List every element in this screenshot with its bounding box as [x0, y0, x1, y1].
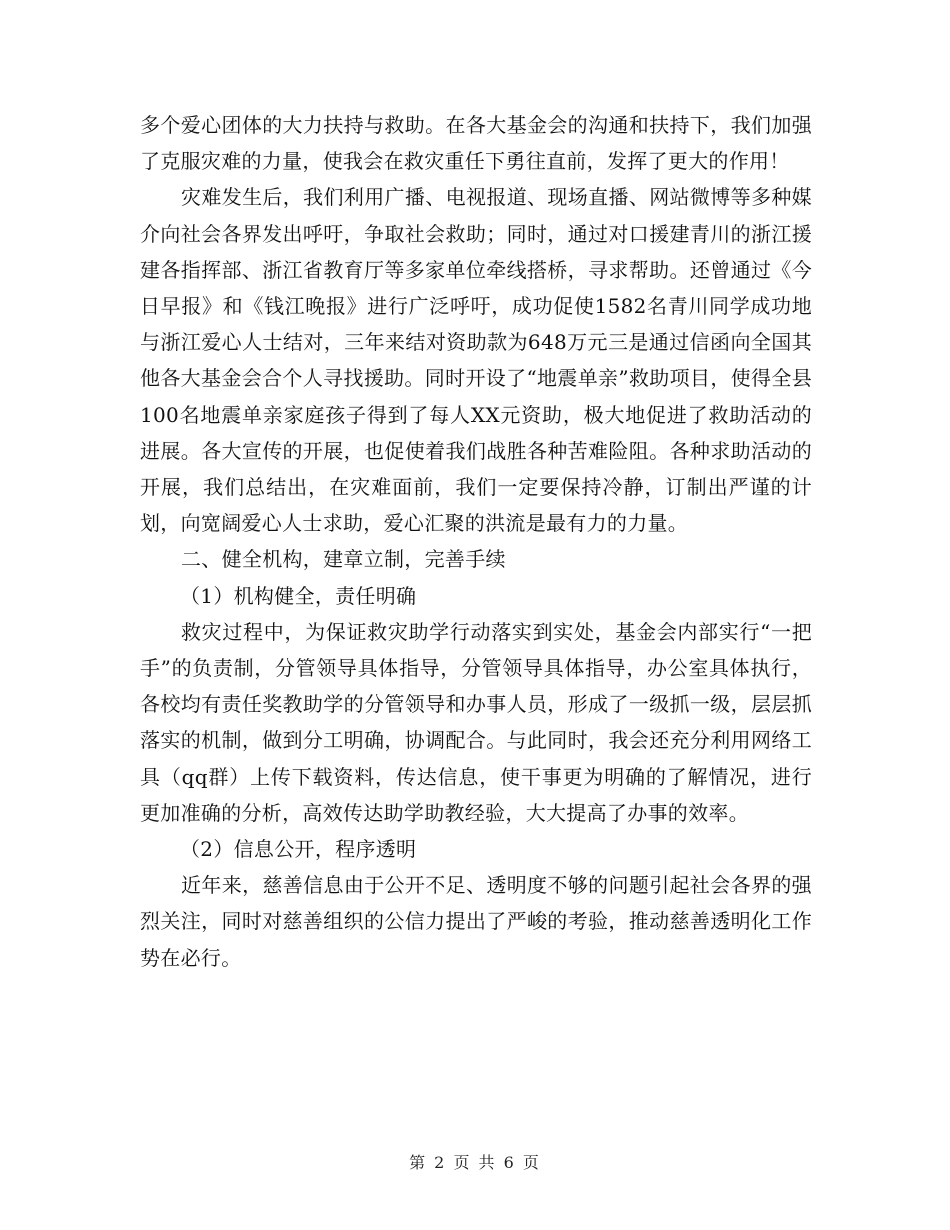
- paragraph-transparency: 近年来，慈善信息由于公开不足、透明度不够的问题引起社会各界的强烈关注，同时对慈善组织的公信力提出了严峻的考验，推动慈善透明化工作势在必行。: [140, 873, 812, 970]
- paragraph-disaster-response: 灾难发生后，我们利用广播、电视报道、现场直播、网站微博等多种媒介向社会各界发出呼吁，争取社会救助；同时，通过对口援建青川的浙江援建各指挥部、浙江省教育厅等多家单位牵线搭桥，寻求帮助。还曾通过《今日早报》和《钱江晚报》进行广泛呼吁，成功促使1582名青川同学成功地与浙江爱心人士结对，三年来结对资助款为648万元三是通过信函向全国其他各大基金会合个人寻找援助。同时开设了“地震单亲”救助项目，使得全县100名地震单亲家庭孩子得到了每人XX元资助，极大地促进了救助活动的进展。各大宣传的开展，也促使着我们战胜各种苦难险阻。各种求助活动的开展，我们总结出，在灾难面前，我们一定要保持冷静，订制出严谨的计划，向宽阔爱心人士求助，爱心汇聚的洪流是最有力的力量。: [140, 185, 812, 536]
- subsection-heading-2: （2）信息公开，程序透明: [180, 837, 417, 862]
- subsection-heading-1: （1）机构健全，责任明确: [180, 583, 417, 608]
- paragraph-continuation: 多个爱心团体的大力扶持与救助。在各大基金会的沟通和扶持下，我们加强了克服灾难的力量，使我会在救灾重任下勇往直前，发挥了更大的作用！: [140, 113, 812, 174]
- document-body: [140, 107, 812, 976]
- section-heading-2: 二、健全机构，建章立制，完善手续: [181, 547, 506, 572]
- paragraph-organization: 救灾过程中，为保证救灾助学行动落实到实处，基金会内部实行“一把手”的负责制，分管领导具体指导，分管领导具体指导，办公室具体执行，各校均有责任奖教助学的分管领导和办事人员，形成了一级抓一级，层层抓落实的机制，做到分工明确，协调配合。与此同时，我会还充分利用网络工具（qq群）上传下载资料，传达信息，使干事更为明确的了解情况，进行更加准确的分析，高效传达助学助教经验，大大提高了办事的效率。: [140, 619, 812, 825]
- page-number-footer: 第 2 页 共 6 页: [409, 1153, 541, 1172]
